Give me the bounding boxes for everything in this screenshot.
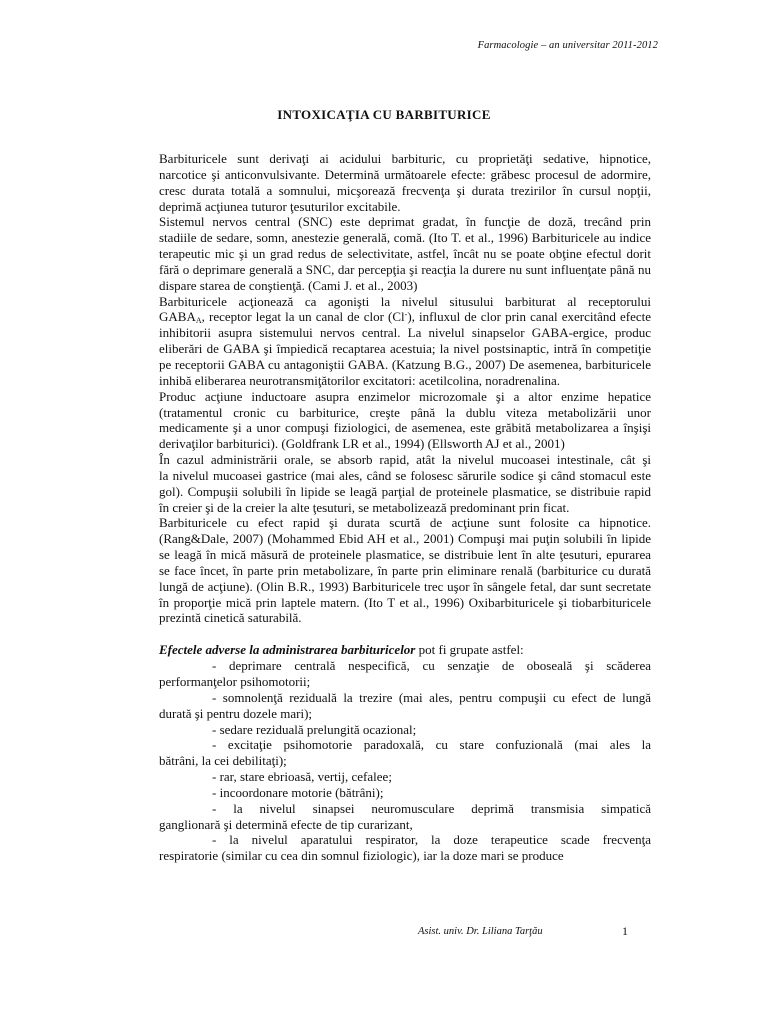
text-line: - somnolenţă reziduală la trezire (mai ales, pentru compuşii cu efect de lungă [212,689,651,705]
text-line: - incoordonare motorie (bătrâni); [212,784,384,800]
text-line: - rar, stare ebrioasă, vertij, cefalee; [212,769,392,785]
text-line: medicamente şi a unor compuşi fiziologici, de asemenea, este grăbită metabolizarea a înşişi [159,420,651,436]
text-line: prezintă cinetică saturabilă. [159,610,302,626]
paragraph [159,389,651,452]
text-line: Barbituricele acţionează ca agonişti la nivelul situsului barbiturat al receptorului [159,293,651,309]
text-line: narcotice şi anticonvulsivante. Determină următoarele efecte: grăbesc procesul de adormire, [159,166,651,182]
text-line: dispare starea de conştienţă. (Cami J. et al., 2003) [159,277,418,293]
text-line: Barbituricele cu efect rapid şi durata scurtă de acţiune sunt folosite ca hipnotice. [159,515,651,531]
chloride-superscript: - [404,310,408,320]
paragraph [159,452,651,515]
gaba-label: GABA [159,309,196,325]
text-line: - excitaţie psihomotorie paradoxală, cu stare confuzională (mai ales la [212,737,651,753]
text-line: derivaţilor barbiturici). (Goldfrank LR et al., 1994) (Ellsworth AJ et al., 2001) [159,436,565,452]
text-line: durată şi pentru dozele mari); [159,705,313,721]
adverse-heading-line [159,642,651,658]
paragraph [159,294,651,389]
paragraph [159,151,651,214]
text-line: stadiile de sedare, somn, anestezie generală, comă. (Ito T. et al., 1996) Barbituricele au indice [159,230,651,246]
text-line: la nivelul mucoasei gastrice (mai ales, când se folosesc sărurile sodice şi când stomacul este [159,467,651,483]
text-line: În cazul administrării orale, se absorb rapid, atât la nivelul mucoasei intestinale, cât şi [159,452,651,468]
text-line: inhibitorii asupra sistemului nervos central. La nivelul sinapselor GABA-ergice, produc [159,325,651,341]
text-line: Produc acţiune inductoare asupra enzimelor microzomale şi a altor enzime hepatice [159,388,651,404]
text-line: - la nivelul aparatului respirator, la doze terapeutice scade frecvenţa [212,832,651,848]
text-line: cresc durata totală a somnului, micşorează frecvenţa şi durata trezirilor în cursul nopţii, [159,182,651,198]
text-line: în creier şi de la creier la alte ţesuturi, se metabolizează predominant prin ficat. [159,499,570,515]
text-line: se face încet, în parte prin metabolizare, în parte prin eliminare renală (barbiturice cu durată [159,562,651,578]
section-gap [159,626,651,642]
document-body [159,151,651,864]
running-header: Farmacologie – an universitar 2011-2012 [477,40,658,51]
text-line: lungă de acţiune). (Olin B.R., 1993) Barbituricele trec uşor în sângele fetal, dar sunt secretate [159,578,651,594]
text-line: fără o deprimare generală a SNC, dar percepţia şi reacţia la durere nu sunt influenţate până nu [159,261,651,277]
text-line: terapeutic mic şi un grad redus de selectivitate, astfel, încât nu se poate obţine efectul dorit [159,246,651,262]
adverse-effects-section [159,642,651,864]
paragraphs-container [159,151,651,626]
adverse-list-item [159,785,651,801]
adverse-list-item [159,737,651,769]
text-line: ganglionară şi determină efecte de tip curarizant, [159,816,413,832]
text-line: - la nivelul sinapsei neuromusculare deprimă transmisia simpatică [212,800,651,816]
adverse-heading-tail: pot fi grupate astfel: [415,642,524,658]
page-number: 1 [622,924,628,938]
text-line: se leagă în mică măsură de proteinele plasmatice, se distribuie lent în alte ţesuturi, epurarea [159,547,651,563]
text-line: (tratamentul cronic cu barbiturice, creşte până la dublu viteza metabolizării unor [159,404,651,420]
text-line: eliberări de GABA şi împiedică recaptarea acestuia; la nivel postsinaptic, intră în competiţie [159,341,651,357]
text-line [159,309,651,325]
adverse-list-item [159,832,651,864]
text-line: (Rang&Dale, 2007) (Mohammed Ebid AH et al., 2001) Compuşi mai puţin solubili în lipide [159,531,651,547]
text-line: deprimă acţiunea tuturor ţesuturilor excitabile. [159,198,401,214]
adverse-list-item [159,769,651,785]
text-line: în proporţie mică prin laptele matern. (Ito T et al., 1996) Oxibarbituricele şi tiobarbituricele [159,594,651,610]
text-line: Sistemul nervos central (SNC) este deprimat gradat, în funcţie de doză, trecând prin [159,214,651,230]
paragraph [159,214,651,293]
text-line: respiratorie (similar cu cea din somnul fiziologic), iar la doze mari se produce [159,848,564,864]
footer-author: Asist. univ. Dr. Liliana Tarţău [418,926,543,937]
document-title: INTOXICAŢIA CU BARBITURICE [277,107,491,122]
text-line: inhibă eliberarea neurotransmiţătorilor excitatori: acetilcolina, noradrenalina. [159,372,561,388]
text-line: - deprimare centrală nespecifică, cu senzaţie de oboseală şi scăderea [212,658,651,674]
text-line: pe receptorii GABA cu antagoniştii GABA. (Katzung B.G., 2007) De asemenea, barbituricele [159,356,651,372]
text-line: performanţelor psihomotorii; [159,674,311,689]
adverse-list-item [159,722,651,738]
text-line: - sedare reziduală prelungită ocazional; [212,721,417,737]
adverse-list-item [159,658,651,690]
adverse-heading: Efectele adverse la administrarea barbituricelor [159,642,416,658]
paragraph [159,515,651,626]
text-line: bătrâni, la cei debilitaţi); [159,753,287,769]
gaba-subscript: A [195,316,202,326]
text-segment: ), influxul de clor prin canal exercitând efecte [407,309,651,325]
text-line: gol). Compuşii solubili în lipide se leagă parţial de proteinele plasmatice, se distribuie rapid [159,483,651,499]
adverse-list-item [159,801,651,833]
adverse-list-item [159,690,651,722]
text-segment: , receptor legat la un canal de clor (Cl [201,309,405,325]
text-line: Barbituricele sunt derivaţi ai acidului barbituric, cu proprietăţi sedative, hipnotice, [159,151,651,166]
